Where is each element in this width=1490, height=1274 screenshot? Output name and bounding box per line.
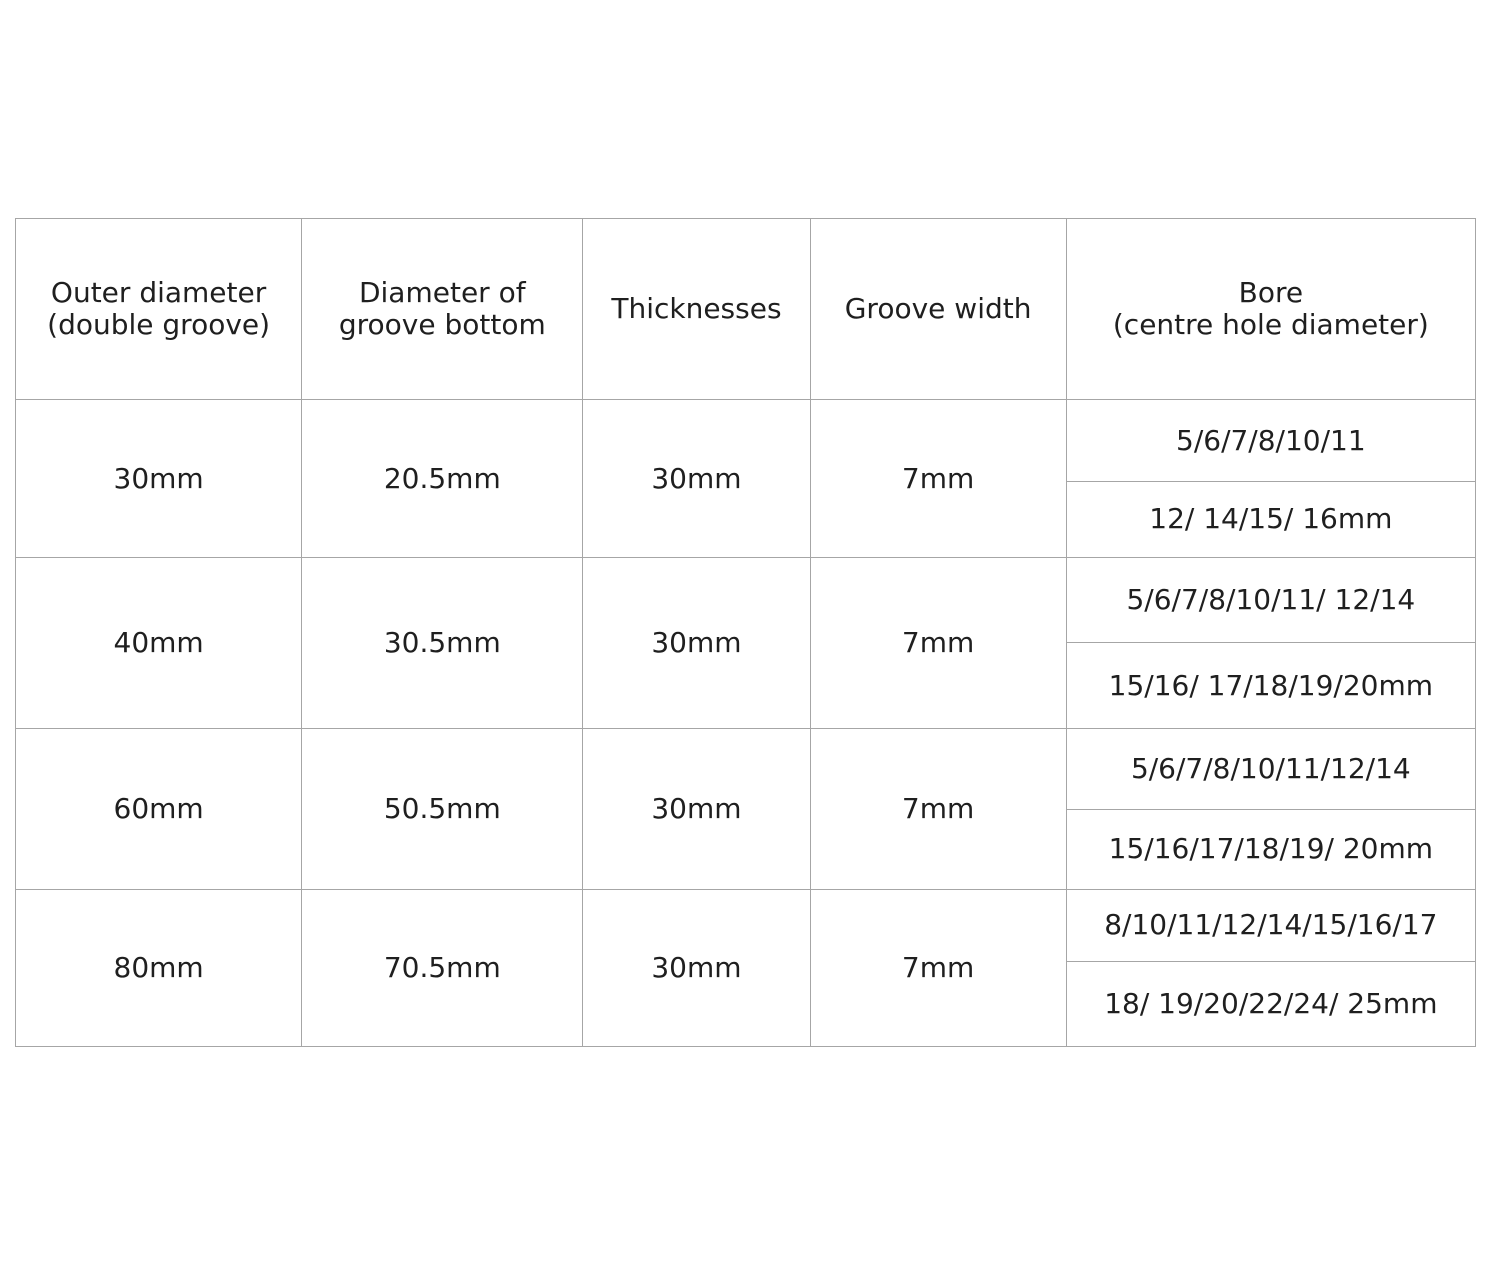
header-groove-width [810, 219, 1066, 400]
header-bore [1066, 219, 1475, 400]
cell-thickness: 30mm [583, 889, 810, 1046]
cell-outer-diameter: 80mm [16, 889, 302, 1046]
table-header-row [16, 219, 1476, 400]
cell-groove-width: 7mm [810, 729, 1066, 889]
cell-outer-diameter: 40mm [16, 557, 302, 728]
header-line: groove bottom [338, 308, 546, 342]
spec-table [15, 218, 1476, 1047]
cell-bore-line: 5/6/7/8/10/11 [1066, 400, 1475, 481]
header-line: Thicknesses [611, 292, 782, 326]
cell-bore-line: 18/ 19/20/22/24/ 25mm [1066, 961, 1475, 1046]
header-line: (double groove) [47, 308, 271, 342]
cell-bore-line: 5/6/7/8/10/11/12/14 [1066, 729, 1475, 810]
cell-thickness: 30mm [583, 729, 810, 889]
cell-groove-bottom: 70.5mm [302, 889, 583, 1046]
cell-groove-width: 7mm [810, 889, 1066, 1046]
cell-outer-diameter: 30mm [16, 400, 302, 557]
cell-bore-line: 12/ 14/15/ 16mm [1066, 481, 1475, 557]
cell-bore-line: 15/16/17/18/19/ 20mm [1066, 810, 1475, 889]
table-row [16, 400, 1476, 481]
header-line: Groove width [844, 292, 1032, 326]
cell-groove-width: 7mm [810, 557, 1066, 728]
cell-thickness: 30mm [583, 557, 810, 728]
header-outer-diameter [16, 219, 302, 400]
cell-groove-bottom: 50.5mm [302, 729, 583, 889]
header-line: Outer diameter [50, 276, 267, 310]
table-row [16, 729, 1476, 810]
table-row [16, 557, 1476, 642]
cell-bore-line: 5/6/7/8/10/11/ 12/14 [1066, 557, 1475, 642]
cell-bore-line: 15/16/ 17/18/19/20mm [1066, 643, 1475, 729]
cell-groove-width: 7mm [810, 400, 1066, 557]
header-groove-bottom-diameter [302, 219, 583, 400]
header-line: Diameter of [358, 276, 526, 310]
header-line: (centre hole diameter) [1112, 308, 1429, 342]
table-row [16, 889, 1476, 961]
cell-groove-bottom: 20.5mm [302, 400, 583, 557]
cell-outer-diameter: 60mm [16, 729, 302, 889]
header-thickness [583, 219, 810, 400]
cell-groove-bottom: 30.5mm [302, 557, 583, 728]
cell-thickness: 30mm [583, 400, 810, 557]
cell-bore-line: 8/10/11/12/14/15/16/17 [1066, 889, 1475, 961]
header-line: Bore [1238, 276, 1304, 310]
